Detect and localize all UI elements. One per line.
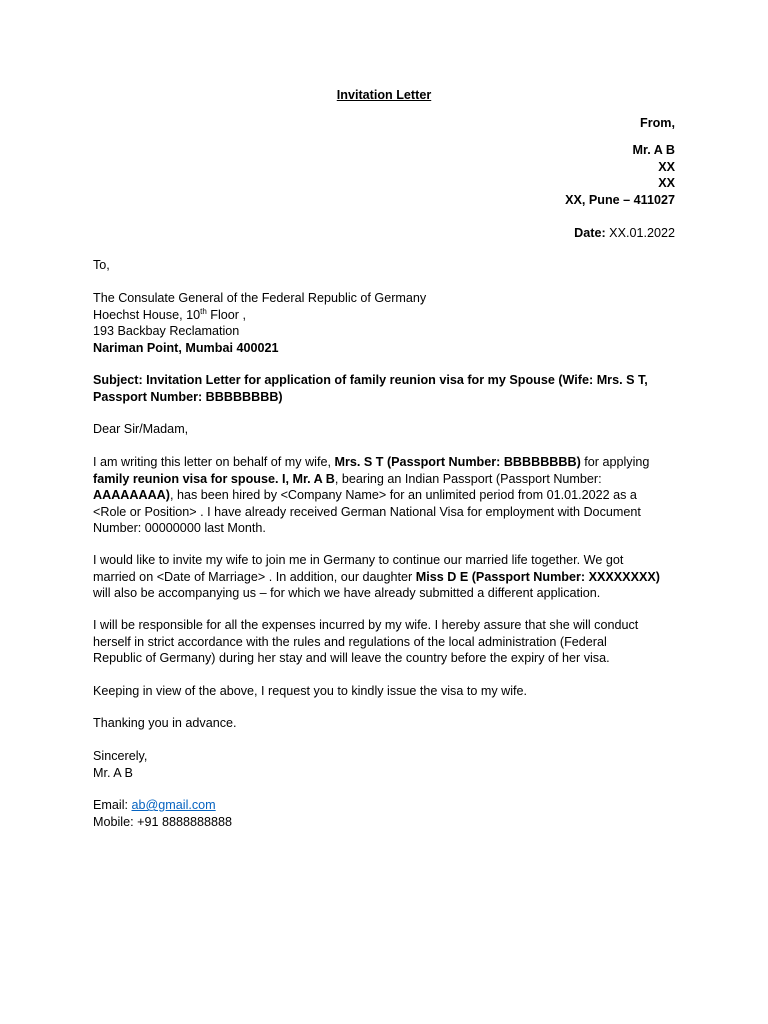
paragraph-5: Thanking you in advance.: [93, 716, 237, 730]
paragraph-3: I will be responsible for all the expenses incurred by my wife. I hereby assure that she will conduct herself in strict accordance with the rules and regulations of the local administration (Federal Republic of Germany) during her stay and will leave the country before the expiry of her visa.: [93, 618, 639, 665]
email-label: Email:: [93, 798, 132, 812]
to-label: To,: [93, 258, 110, 272]
salutation-block: [93, 421, 678, 438]
closing-name: Mr. A B: [93, 765, 133, 780]
recipient-address-line-2: 193 Backbay Reclamation: [93, 324, 240, 338]
from-label: From,: [640, 116, 675, 130]
email-link[interactable]: ab@gmail.com: [131, 798, 216, 812]
date-value: XX.01.2022: [609, 226, 675, 240]
recipient-address: [93, 290, 678, 356]
recipient-address-line-3: Nariman Point, Mumbai 400021: [93, 340, 279, 355]
sender-name: Mr. A B: [632, 143, 675, 157]
from-label-block: [640, 115, 675, 132]
sender-line-1: XX: [658, 159, 675, 174]
letter-title: Invitation Letter: [336, 88, 432, 102]
subject-block: [93, 372, 678, 405]
contact-block: [93, 797, 678, 830]
recipient-address-line-1: Hoechst House, 10th Floor ,: [93, 306, 246, 322]
sender-city: XX, Pune – 411027: [565, 192, 675, 207]
sender-line-2: XX: [658, 176, 675, 190]
date-block: [574, 225, 675, 242]
closing-sincerely: Sincerely,: [93, 749, 148, 763]
to-label-block: [93, 257, 678, 274]
subject-line-1: Subject: Invitation Letter for application of family reunion visa for my Spouse (Wife: Mrs. S T,: [93, 373, 648, 387]
sender-address: [565, 142, 675, 208]
subject-line-2: Passport Number: BBBBBBBB): [93, 389, 283, 404]
paragraph-4: Keeping in view of the above, I request you to kindly issue the visa to my wife.: [93, 684, 528, 698]
paragraph-2: I would like to invite my wife to join me in Germany to continue our married life together. We got married on <Date of Marriage> . In addition, our daughter Miss D E (Passport Number: XXXXXXXX) will also be accompanying us – for which we have already submitted a different application.: [93, 553, 660, 600]
closing-block: [93, 748, 678, 781]
recipient-org: The Consulate General of the Federal Republic of Germany: [93, 291, 427, 305]
mobile-number: Mobile: +91 8888888888: [93, 814, 232, 829]
salutation: Dear Sir/Madam,: [93, 422, 189, 436]
paragraph-1: I am writing this letter on behalf of my wife, Mrs. S T (Passport Number: BBBBBBBB) for applying family reunion visa for spouse. I, Mr. A B, bearing an Indian Passport (Passport Number: AAAAAAAA), has been hired by <Company Name> for an unlimited period from 01.01.2022 as a <Role or Position> . I have already received German National Visa for employment with Document Number: 00000000 last Month.: [93, 455, 650, 535]
date-label: Date:: [574, 226, 606, 240]
